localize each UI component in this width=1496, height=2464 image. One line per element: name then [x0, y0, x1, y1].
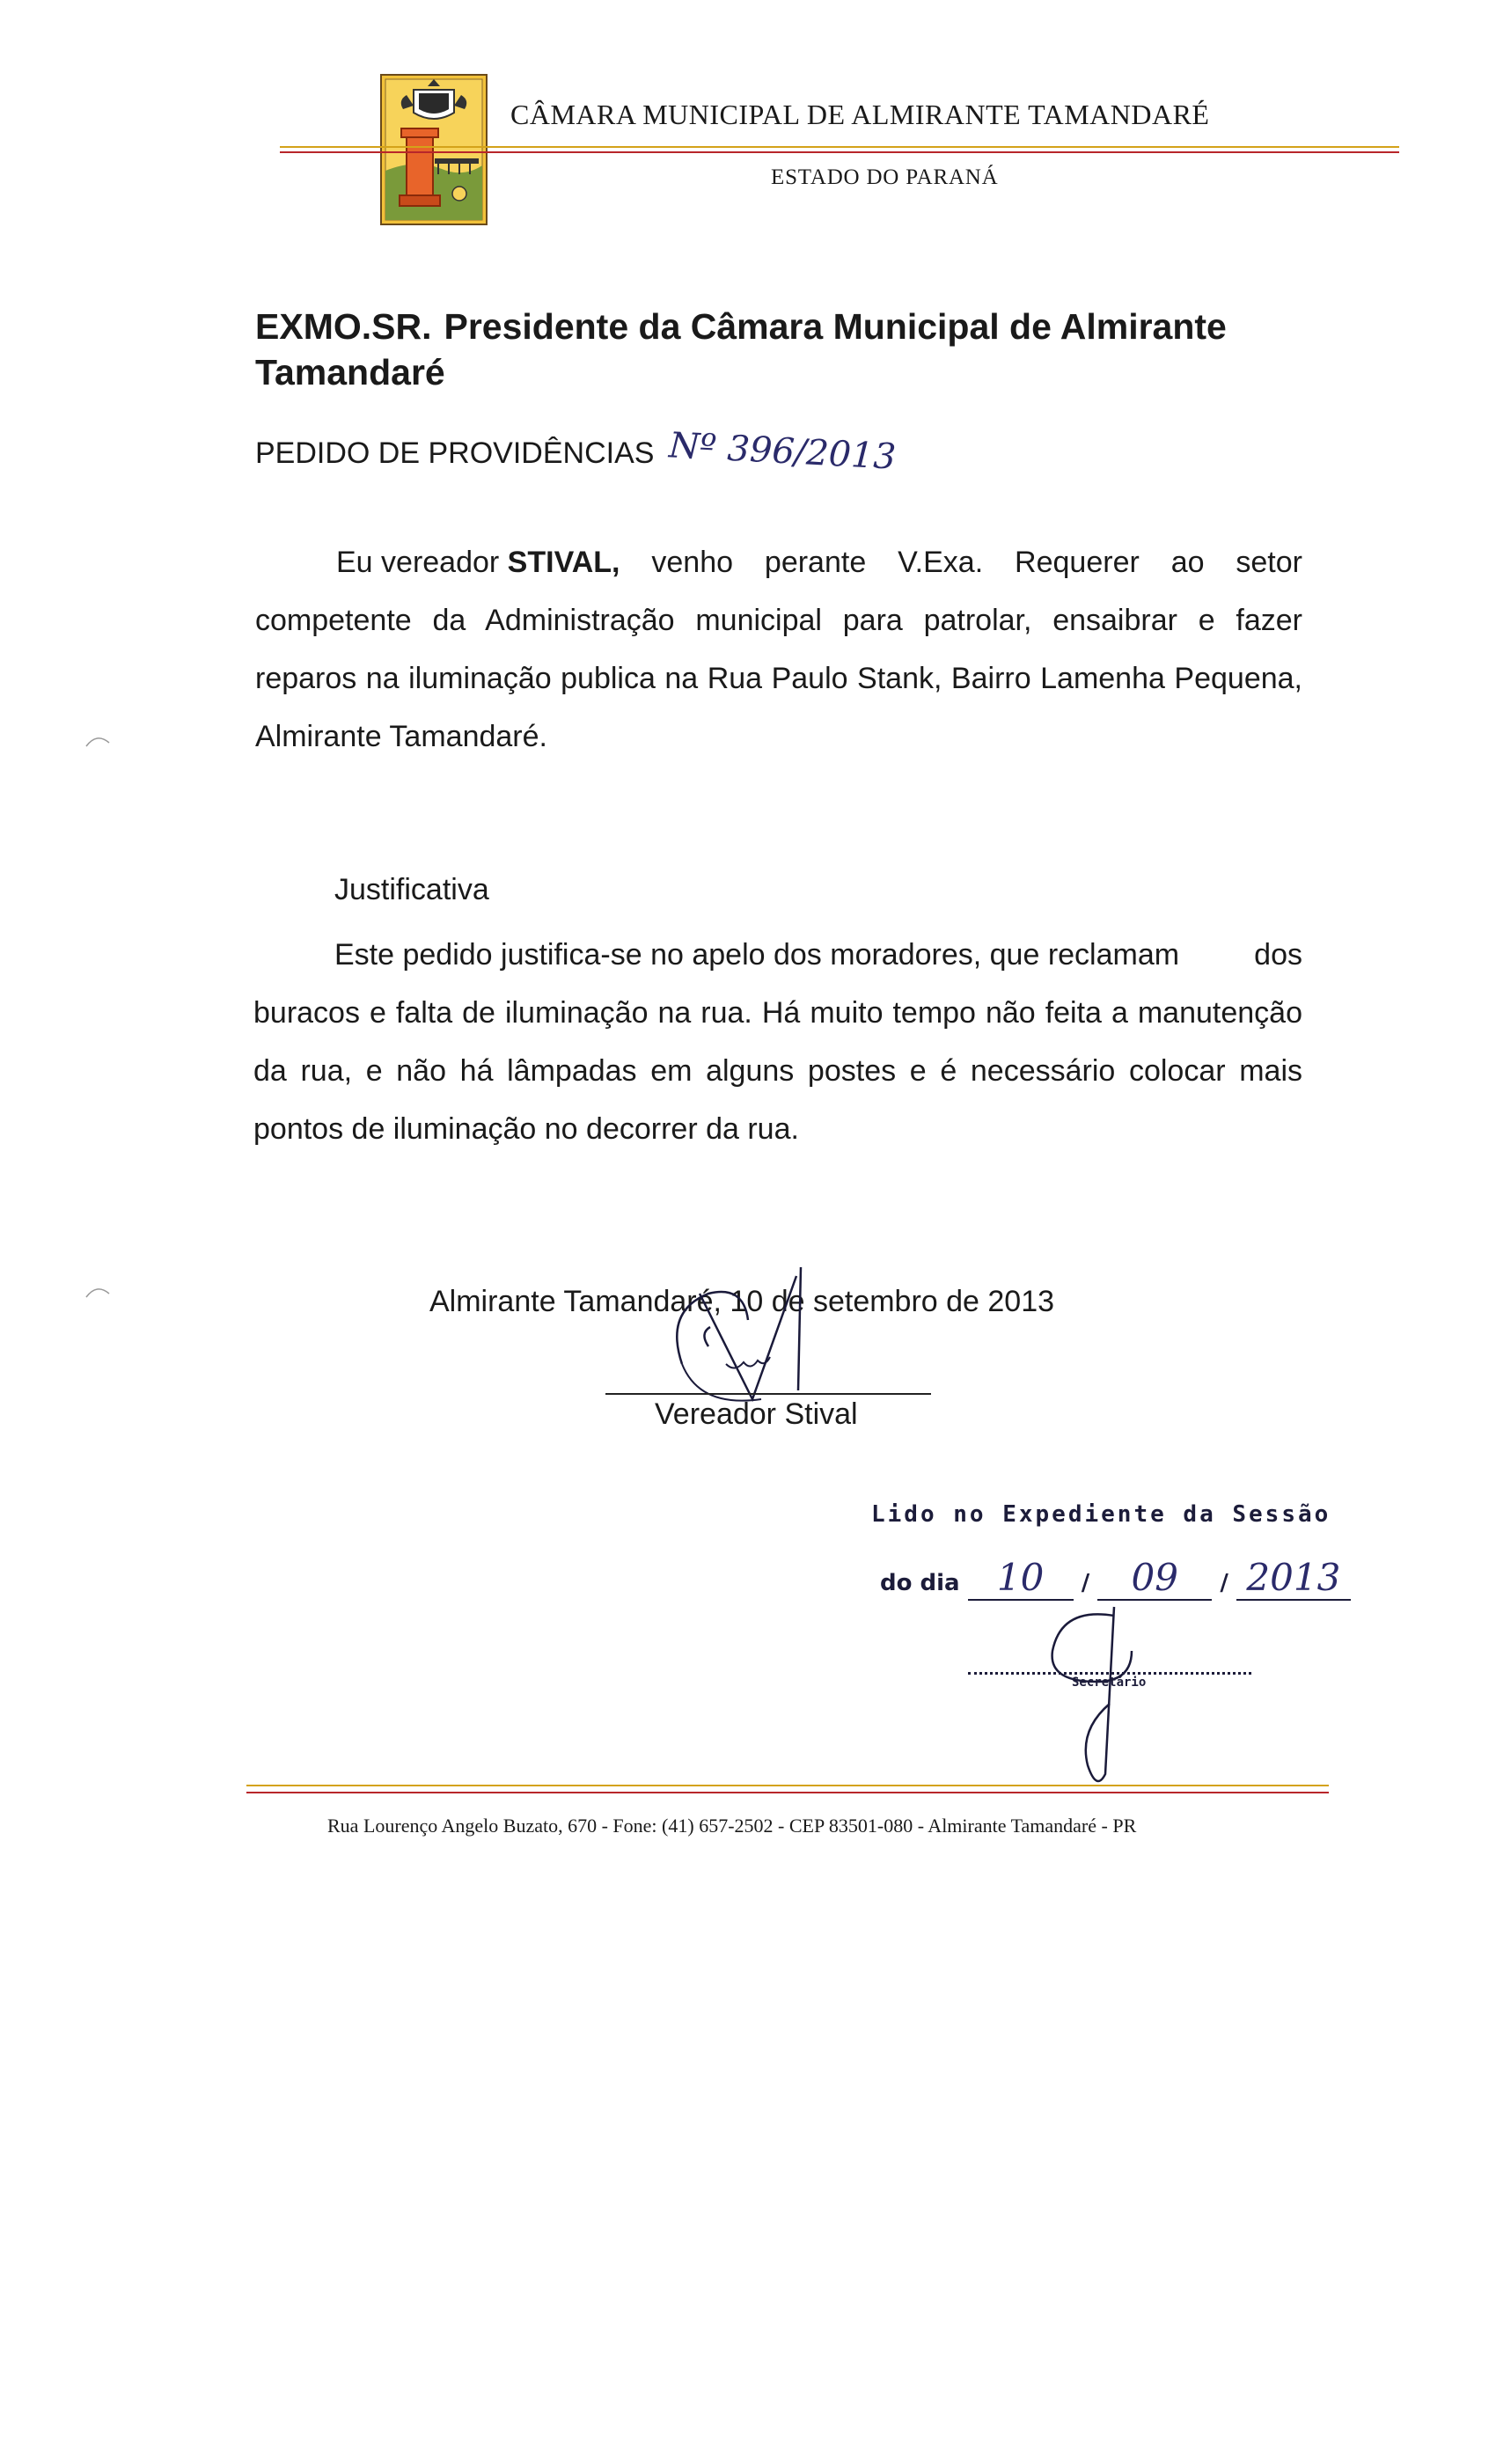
- stamp-month: 09: [1131, 1556, 1178, 1599]
- stamp-day-prefix: do dia: [880, 1570, 960, 1596]
- stamp-date: do dia 10 / 09 / 2013: [880, 1556, 1351, 1601]
- scan-mark-icon: [84, 730, 111, 748]
- letterhead-red-rule: [280, 151, 1399, 153]
- justification-rest: dos buracos e falta de iluminação na rua. Há muito tempo não feita a manutenção da rua, e não há lâmpadas em alguns postes e é necessário colocar mais pontos de iluminação no decorrer da rua.: [253, 938, 1302, 1146]
- justification-heading: Justificativa: [334, 873, 489, 906]
- letterhead-title: CÂMARA MUNICIPAL DE ALMIRANTE TAMANDARÉ: [510, 99, 1210, 130]
- letterhead-gold-rule: [280, 146, 1399, 148]
- addressee-prefix: EXMO.SR.: [255, 306, 432, 347]
- scan-mark-icon: [84, 1281, 111, 1299]
- signature-line: [605, 1393, 931, 1395]
- footer-address: Rua Lourenço Angelo Buzato, 670 - Fone: (41) 657-2502 - CEP 83501-080 - Almirante Tamandaré - PR: [327, 1815, 1137, 1837]
- request-number-handwritten: Nº 396/2013: [667, 425, 898, 478]
- stamp-year: 2013: [1246, 1556, 1341, 1599]
- body-intro-after: venho perante V.Exa. Requerer ao setor competente da Administração municipal para patrolar, ensaibrar e fazer reparos na iluminação publica na Rua Paulo Stank, Bairro Lamenha Pequena, Almirante Tamandaré.: [255, 546, 1302, 753]
- request-title: PEDIDO DE PROVIDÊNCIAS: [255, 436, 655, 470]
- stamp-signature-icon: [1035, 1598, 1176, 1792]
- stamp-day: 10: [996, 1556, 1045, 1599]
- stamp-signature-line: [968, 1672, 1251, 1675]
- municipal-crest-icon: [380, 74, 488, 225]
- stamp-label: Secretário: [1072, 1676, 1147, 1690]
- footer-red-rule: [246, 1792, 1329, 1793]
- addressee-name: Presidente da Câmara Municipal de Almirante Tamandaré: [255, 306, 1227, 392]
- stamp-month-blank: [1097, 1556, 1212, 1601]
- stamp-year-blank: [1236, 1556, 1351, 1601]
- signer-name: Vereador Stival: [655, 1397, 858, 1431]
- addressee: [255, 304, 1320, 395]
- session-stamp: [871, 1501, 1382, 1792]
- stamp-day-blank: [968, 1556, 1074, 1601]
- dateline: Almirante Tamandaré, 10 de setembro de 2013: [429, 1285, 1055, 1318]
- body-intro-before: Eu vereador: [336, 546, 508, 579]
- stamp-header: Lido no Expediente da Sessão: [871, 1501, 1331, 1528]
- justification-first: Este pedido justifica-se no apelo dos moradores, que reclamam: [334, 938, 1180, 972]
- justification-body: [253, 926, 1302, 1158]
- request-body: [255, 533, 1302, 766]
- footer-gold-rule: [246, 1785, 1329, 1786]
- body-intro: [255, 533, 620, 591]
- letterhead-subtitle: ESTADO DO PARANÁ: [771, 165, 999, 189]
- body-intro-name: STIVAL,: [507, 546, 620, 579]
